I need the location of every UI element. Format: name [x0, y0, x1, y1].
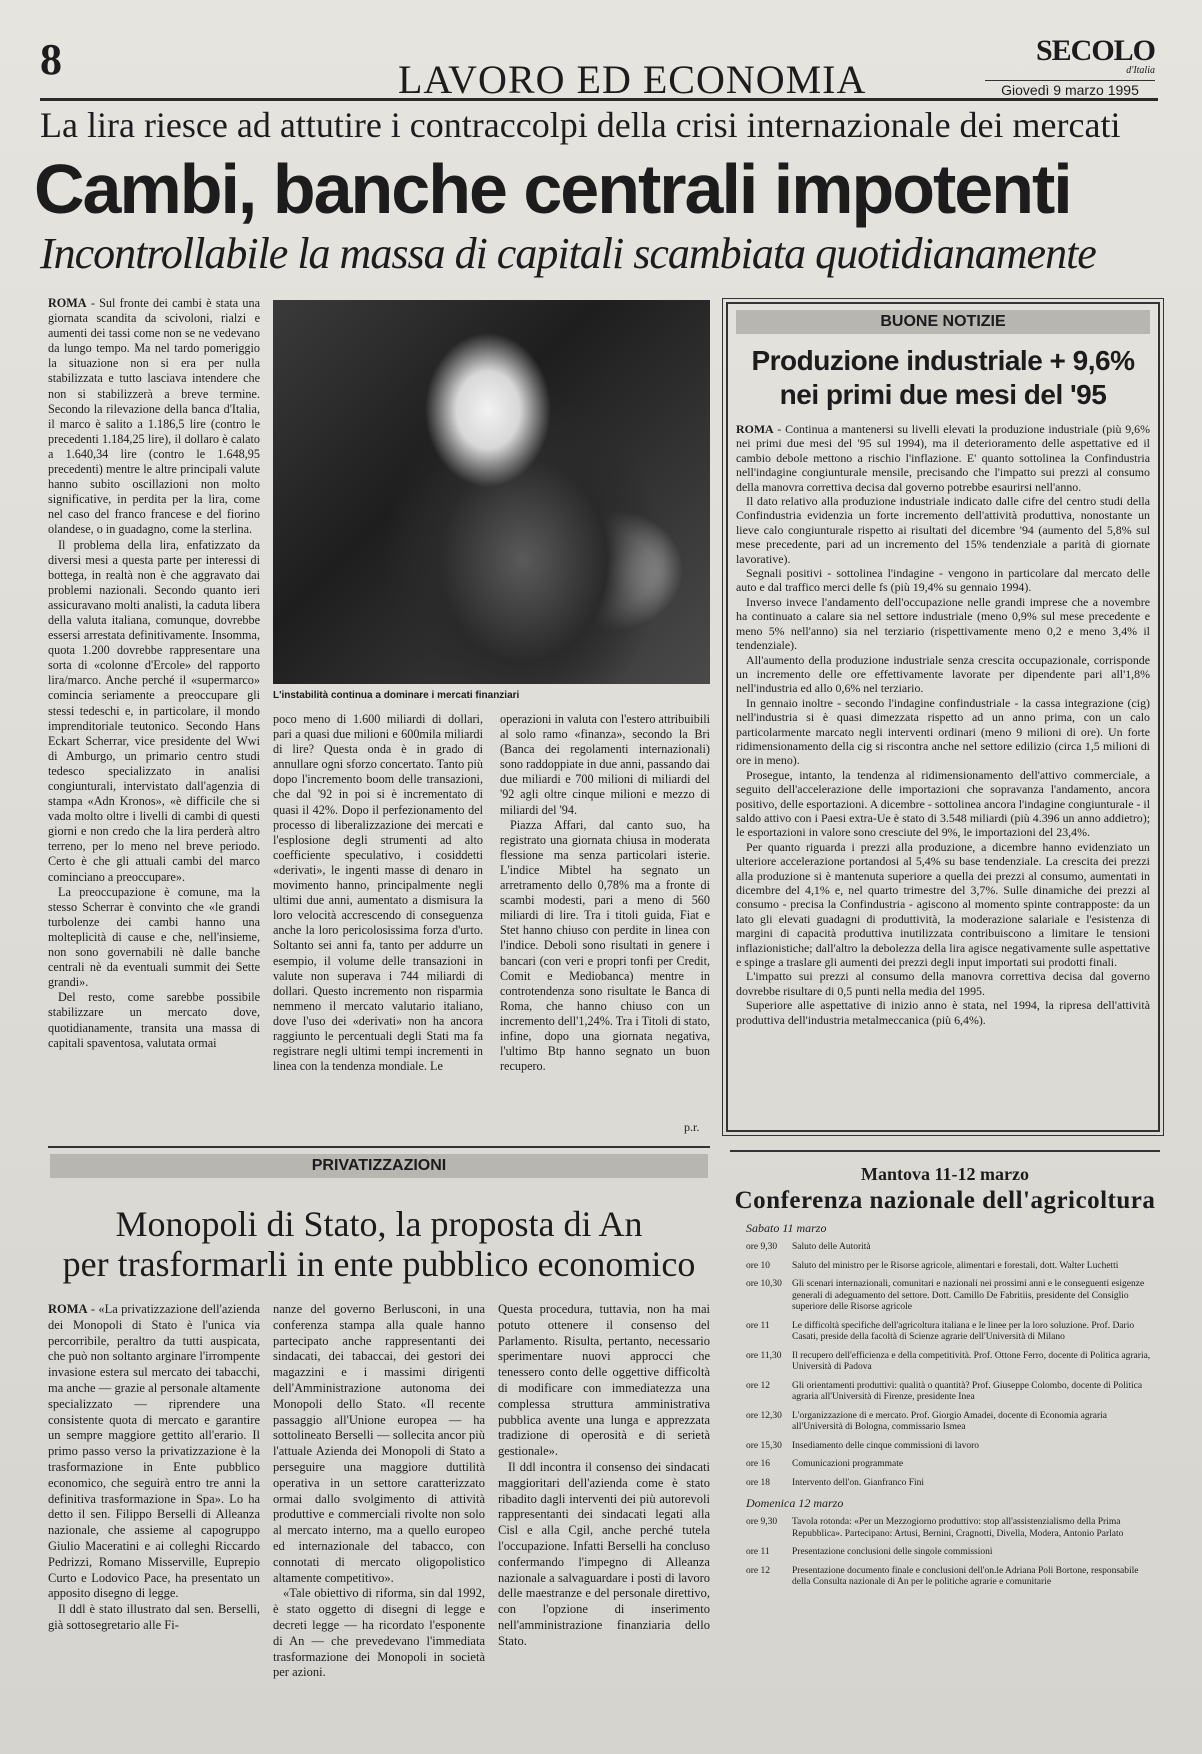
box-paragraph: Inverso invece l'andamento dell'occupazione nelle grandi imprese che a novembre ha continuato a calare sia nel settore industriale (meno 0,9% sul mese precedente e meno 5% nell'anno) sia nel terziario (rispettivamente meno 0,2 e meno 3,4% il tendenziale). [736, 594, 1150, 653]
lead-paragraph: La preoccupazione è comune, ma la stesso Scherrar è convinto che «le grandi turbolenze dei cambi hanno una molteplicità di cause e che, nell'insieme, non sono governabili nè dalle banche centrali nè da eventuali summit dei Sette grandi». [48, 884, 260, 990]
box-paragraph: Per quanto riguarda i prezzi alla produzione, a dicembre hanno evidenziato un ulteriore accelerazione portandosi al 5,4% su base tendenziale. La crescita dei prezzi alla produzione si è mantenuta superiore a quella dei prezzi al consumo, aumentati in dicembre del 4,1% e, nel quarto trimestre del 3,7%. Sulle dinamiche dei prezzi al consumo - precisa la Confindustria - agiscono al momento spinte contrapposte: da un lato gli elevati guadagni di produttività, la moderazione salariale e l'esistenza di margini di capacità produttiva inutilizzata contribuiscono a limitare le tensioni inflazionistiche; dall'altro la debolezza della lira agisce negativamente sulle aspettative e spinge a traslare gli aumenti dei prezzi degli input importati sui prodotti finali. [736, 839, 1150, 970]
lead-paragraph: Piazza Affari, dal canto suo, ha registrato una giornata chiusa in moderata flessione ma senza particolari isterie. L'indice Mibtel ha segnato un arretramento dello 0,78% ma a fronte di scambi modesti, pari a meno di 560 miliardi di lire. Tra i titoli guida, Fiat e Stet hanno chiuso con perdite in linea con l'indice. Deboli sono risultati in genere i bancari (con veri e propri tonfi per Credit, Comit e Mediobanca) mentre in controtendenza sono risultate le Banca di Roma, che hanno chiuso con un incremento dell'1,24%. Tra i Titoli di stato, infine, dopo una giornata negativa, l'ultimo Btp hanno segnato un buon recupero. [500, 817, 710, 1074]
box-headline [736, 344, 1150, 412]
program-time: ore 12,30 [746, 1410, 782, 1421]
section-title: LAVORO ED ECONOMIA [398, 57, 867, 102]
privatization-headline-line: Monopoli di Stato, la proposta di An [115, 1204, 643, 1244]
conference-program [730, 1150, 1160, 1744]
program-text: Presentazione conclusioni delle singole commissioni [792, 1547, 993, 1557]
program-time: ore 11,30 [746, 1350, 782, 1361]
lead-photo [273, 300, 710, 684]
program-item [730, 1242, 1160, 1254]
lead-paragraph: Del resto, come sarebbe possibile stabilizzare un mercato dove, quotidianamente, transita una massa di capitali spaventosa, valutata ormai [48, 990, 260, 1050]
header-rule [40, 98, 1158, 101]
box-paragraph: Segnali positivi - sottolinea l'indagine - vengono in particolare dal mercato delle auto e dal traffico merci delle fs (più 19,4% su gennaio 1994). [736, 566, 1150, 595]
box-text [736, 422, 1150, 1124]
program-list-day1 [730, 1242, 1160, 1489]
privatization-paragraph: Il ddl è stato illustrato dal sen. Berselli, già sottosegretario alle Fi- [48, 1602, 260, 1632]
program-text: Saluto delle Autorità [792, 1242, 871, 1252]
privatization-paragraph: Il ddl incontra il consenso dei sindacati maggioritari dell'azienda come è stato ribadito dagli interventi dei più autorevoli rappresentanti dei sindacati legati alla Cisl e alla Cgil, anche perché tutela l'occupazione. Infatti Berselli ha concluso confermando l'impegno di Alleanza nazionale a salvaguardare i posti di lavoro delle maestranze e del personale direttivo, con l'opzione di inserimento nell'amministrazione finanziaria dello Stato. [498, 1459, 710, 1648]
program-list-day2 [730, 1517, 1160, 1589]
program-time: ore 10 [746, 1260, 771, 1271]
program-item [730, 1441, 1160, 1453]
lead-column-3 [500, 712, 710, 1108]
box-paragraph: ROMA - Continua a mantenersi su livelli elevati la produzione industriale (più 9,6% nei primi due mesi del '95 sul 1994), ma il deterioramento delle aspettative ed il cambio debole mettono a rischio l'inflazione. E' quanto sottolinea la Confindustria nell'indagine congiunturale mensile, precisando che l'impatto sui prezzi al consumo della manovra correttiva decisa dal governo potrebbe esaurirsi nell'anno. [736, 422, 1150, 494]
masthead-logo: SECOLO [1035, 34, 1155, 67]
program-time: ore 9,30 [746, 1242, 778, 1252]
box-paragraph: Superiore alle aspettative di inizio anno è stata, nel 1994, la ripresa dell'attività produttiva dell'industria metalmeccanica (più 6,4%). [736, 998, 1150, 1027]
box-label: BUONE NOTIZIE [736, 310, 1150, 334]
program-time: ore 12 [746, 1565, 771, 1576]
lead-paragraph: Il problema della lira, enfatizzato da diversi mesi a questa parte per interessi di bottega, in realtà non è che aggravato dai problemi nazionali. Secondo quanto ieri assicuravano molti analisti, la caduta libera della valuta italiana, comunque, dovrebbe essersi arrestata definitivamente. Insomma, quota 1.200 dovrebbe rappresentare una sorta di «colonne d'Ercole» del rapporto lira/marco. Anche perché il «supermarco» comincia seriamente a preoccupare gli stessi tedeschi e, in particolare, il mondo imprenditoriale teutonico. Secondo Hans Eckart Scherrar, vice presidente del Wwi di Amburgo, un primario centro studi tedesco specializzato in analisi congiunturali, intervistato dall'agenzia di stampa «Adn Kronos», «è difficile che si vada molto oltre i livelli di cambi di questi giorni e non credo che la lira perderà altro terreno, per lo meno nel breve periodo. Certo è che gli attuali cambi del marco cominciano a preoccupare». [48, 537, 260, 884]
program-time: ore 18 [746, 1477, 771, 1488]
program-time: ore 16 [746, 1459, 771, 1469]
lead-paragraph: poco meno di 1.600 miliardi di dollari, pari a quasi due milioni e 600mila miliardi di lire? Questa onda è in grado di annullare ogni sforzo concertato. Tanto più dopo l'incremento boom delle transazioni, che dal '92 in poi si è incrementato di quasi il 42%. Dopo il perfezionamento del processo di liberalizzazione dei mercati e l'esplosione degli strumenti ad alto coefficiente speculativo, i cosiddetti «derivati», le ingenti masse di denaro in movimento hanno, principalmente negli ultimi due anni, aumentato a dismisura la loro velocità accrescendo di conseguenza anche la loro pericolosissima forza d'urto. Soltanto sei anni fa, tanto per addurre un esempio, il volume delle transazioni in valute non superava i 744 miliardi di dollari. Questo incremento non risparmia nemmeno il mercato valutario italiano, dove l'uso dei «derivati» non ha ancora raggiunto le percentuali degli Stati ma fa registrare negli ultimi tempi incrementi in linea con la tendenza mondiale. Le [273, 712, 483, 1074]
privatization-paragraph: ROMA - «La privatizzazione dell'azienda dei Monopoli di Stato è l'unica via percorribile, peraltro da tutti auspicata, che può non soltanto arginare l'irrompente invasione estera sul mercato dei tabacchi, ma anche — grazie al personale altamente specializzato — riprendere una consistente quota di mercato e garantire un sempre maggiore gettito all'erario. Il primo passo verso la privatizzazione è la trasformazione in Ente pubblico economico, che seguirà entro tre anni la definitiva trasformazione in Spa». Lo ha detto il sen. Filippo Berselli di Alleanza nazionale, che assieme al capogruppo Giulio Maceratini e ai colleghi Riccardo Pedrizzi, Romano Misserville, Euprepio Curto e Lodovico Pace, ha presentato un apposito disegno di legge. [48, 1302, 260, 1601]
program-text: Il recupero dell'efficienza e della competitività. Prof. Ottone Ferro, docente di Politica agraria, Università di Padova [792, 1350, 1151, 1372]
program-item [730, 1517, 1160, 1540]
program-item [730, 1459, 1160, 1471]
masthead-subtitle: d'Italia [1126, 65, 1155, 76]
program-text: Comunicazioni programmate [792, 1459, 904, 1469]
privatization-paragraph: «Tale obiettivo di riforma, sin dal 1992, è stato oggetto di disegni di legge e decreti legge — ha ricordato l'esponente di An — che prevedevano l'immediata trasformazione dei Monopoli in società per azioni. [273, 1586, 485, 1680]
privatization-headline [48, 1204, 710, 1284]
lead-paragraph: operazioni in valuta con l'estero attribuibili al solo ramo «finanza», secondo la Bri (Banca dei regolamenti internazionali) sono raddoppiate in due anni, passando dai due miliardi e 700 milioni di miliardi del '92 agli oltre cinque milioni e mezzo di miliardi del '94. [500, 712, 710, 817]
program-item [730, 1478, 1160, 1490]
program-item [730, 1547, 1160, 1559]
lead-kicker: La lira riesce ad attutire i contraccolpi della crisi internazionale dei mercati [40, 105, 1121, 145]
program-item [730, 1279, 1160, 1314]
conference-dates: Mantova 11-12 marzo [861, 1164, 1029, 1184]
dateline: ROMA [736, 422, 774, 436]
program-item [730, 1411, 1160, 1434]
lead-headline: Cambi, banche centrali impotenti [34, 150, 1071, 228]
program-item [730, 1381, 1160, 1404]
program-item [730, 1566, 1160, 1589]
lead-deck: Incontrollabile la massa di capitali scambiata quotidianamente [40, 229, 1096, 278]
program-item [730, 1321, 1160, 1344]
dateline: ROMA [48, 296, 87, 310]
program-text: Insediamento delle cinque commissioni di lavoro [792, 1440, 980, 1451]
article-signature: p.r. [684, 1120, 700, 1134]
box-paragraph: All'aumento della produzione industriale senza crescita occupazionale, corrisponde un incremento delle ore effettivamente lavorate per dipendente pari all'1,8% nell'industria ed allo 0,6% nel terziario. [736, 652, 1150, 696]
box-paragraph: Prosegue, intanto, la tendenza al ridimensionamento dell'attivo commerciale, a seguito dell'accelerazione delle importazioni che sopravanza l'andamento, ancora positivo, delle esportazioni. A dicembre - sottolinea ancora l'indagine congiunturale - il saldo attivo con i Paesi extra-Ue è stato di 3.548 miliardi (più 4.396 un anno addietro); le esportazioni in valore sono cresciute del 9%, le importazioni del 23,4%. [736, 767, 1150, 840]
box-paragraph: L'impatto sui prezzi al consumo della manovra correttiva decisa dal governo dovrebbe risultare di 0,5 punti nella media del 1995. [736, 969, 1150, 998]
privatization-paragraph: nanze del governo Berlusconi, in una conferenza stampa alla quale hanno partecipato anche rappresentanti dei sindacati, dei tabaccai, dei gestori dei magazzini e i massimi dirigenti dell'Amministrazione autonoma dei Monopoli dello Stato. «Il recente passaggio all'Unione europea — ha sottolineato Berselli — sollecita ancor più l'attuale Azienda dei Monopoli di Stato a perseguire una maggiore duttilità operativa in un settore caratterizzato ormai dallo svolgimento di attività produttive e commerciali rivolte non solo al mercato interno, ma a quello europeo ed internazionale del tabacco, con connotati di mercato oligopolistico altamente competitivo». [273, 1302, 485, 1585]
program-time: ore 11 [746, 1320, 770, 1331]
privatization-label: PRIVATIZZAZIONI [50, 1154, 708, 1178]
box-headline-line: nei primi due mesi del '95 [779, 379, 1107, 410]
lead-column-2 [273, 712, 483, 1128]
dateline: ROMA [48, 1302, 88, 1316]
program-time: ore 11 [746, 1547, 770, 1557]
privatization-headline-line: per trasformarli in ente pubblico economico [62, 1244, 696, 1284]
program-text: Gli scenari internazionali, comunitari e nazionali nei prossimi anni e le conseguenti esigenze generali di adeguamento del settore. Dott. Camillo De Fabritiis, presidente del Consiglio superiore delle Risorse agricole [792, 1279, 1145, 1312]
masthead [985, 36, 1155, 100]
program-text: Tavola rotonda: «Per un Mezzogiorno produttivo: stop all'assistenzialismo della Prima Repubblica». Partecipano: Artusi, Bernini, Cragnotti, Divella, Modera, Antonio Parlato [792, 1517, 1124, 1539]
privatization-column-3 [498, 1302, 710, 1740]
program-text: Le difficoltà specifiche dell'agricoltura italiana e le linee per la loro soluzione. Prof. Dario Casati, preside della facoltà di Scienze agrarie dell'Università di Milano [792, 1320, 1135, 1342]
lead-paragraph: ROMA - Sul fronte dei cambi è stata una giornata scandita da scivoloni, rialzi e aumenti dei tassi come non se ne vedevano da lungo tempo. Ma nel tardo pomeriggio la situazione non si era per nulla stabilizzata e tutto lasciava intendere che non si stabilizzerà a breve termine. Secondo la rilevazione della banca d'Italia, il marco è salito a 1.186,5 lire (contro le precedenti 1.184,25 lire), il dollaro è calato a 1.640,34 lire (contro le 1.648,95 precedenti) mentre le altre principali valute hanno subito oscillazioni non molto significative, in perdita per la lira, come nel caso del franco francese e del fiorino olandese, o in guadagno, come la sterlina. [48, 296, 260, 537]
page-number: 8 [40, 35, 62, 84]
program-text: L'organizzazione di e mercato. Prof. Giorgio Amadei, docente di Economia agraria all'Università di Bologna, commissario Ismea [792, 1410, 1108, 1432]
privatization-article [48, 1146, 710, 1742]
program-item [730, 1351, 1160, 1374]
privatization-column-1 [48, 1302, 260, 1740]
privatization-column-2 [273, 1302, 485, 1740]
box-headline-line: Produzione industriale + 9,6% [751, 345, 1135, 376]
program-text: Gli orientamenti produttivi: qualità o quantità? Prof. Giuseppe Colombo, docente di Politica agraria all'Università di Firenze, presidente Inea [792, 1380, 1143, 1402]
photo-caption: L'instabilità continua a dominare i mercati finanziari [273, 690, 520, 701]
program-text: Saluto del ministro per le Risorse agricole, alimentari e forestali, dott. Walter Luchetti [792, 1260, 1119, 1271]
good-news-box [726, 302, 1160, 1132]
box-paragraph: In gennaio inoltre - secondo l'indagine confindustriale - la cassa integrazione (cig) nell'industria si è quasi dimezzata rispetto ad un anno prima, con un calo particolarmente marcato negli interventi ordinari (meno 9 milioni di ore). Un forte ridimensionamento della cig si riscontra anche nel settore edilizio (circa 1,5 milioni di ore in meno). [736, 695, 1150, 768]
program-text: Presentazione documento finale e conclusioni dell'on.le Adriana Poli Bortone, responsabile della Consulta nazionale di An per le politiche agrarie e comunitarie [792, 1565, 1139, 1587]
issue-date: Giovedì 9 marzo 1995 [985, 80, 1155, 100]
box-paragraph: Il dato relativo alla produzione industriale indicato dalle cifre del centro studi della Confindustria evidenzia un forte incremento dell'attività produttiva, nonostante un lieve calo congiunturale rispetto ai risultati del dicembre '94 (aumento del 5,8% sul mese precedente, pari ad un incremento del 15% tendenziale a parità di giornate lavorative). [736, 494, 1150, 566]
program-time: ore 10,30 [746, 1279, 782, 1289]
program-item [730, 1261, 1160, 1273]
day-label: Sabato 11 marzo [746, 1221, 827, 1235]
conference-title: Conferenza nazionale dell'agricoltura [734, 1187, 1156, 1214]
day-label: Domenica 12 marzo [746, 1496, 844, 1510]
program-time: ore 12 [746, 1380, 771, 1391]
program-time: ore 15,30 [746, 1440, 782, 1451]
program-time: ore 9,30 [746, 1517, 778, 1527]
privatization-paragraph: Questa procedura, tuttavia, non ha mai potuto ottenere il consenso del Parlamento. Risulta, pertanto, necessario sperimentare nuovi approcci che tenessero conto delle oggettive difficoltà di modificare con immediatezza una complessa struttura amministrativa pubblica avente una lunga e apprezzata tradizione di operosità e di serietà gestionale». [498, 1302, 710, 1459]
lead-column-1 [48, 296, 260, 1128]
program-text: Intervento dell'on. Gianfranco Fini [792, 1477, 925, 1488]
